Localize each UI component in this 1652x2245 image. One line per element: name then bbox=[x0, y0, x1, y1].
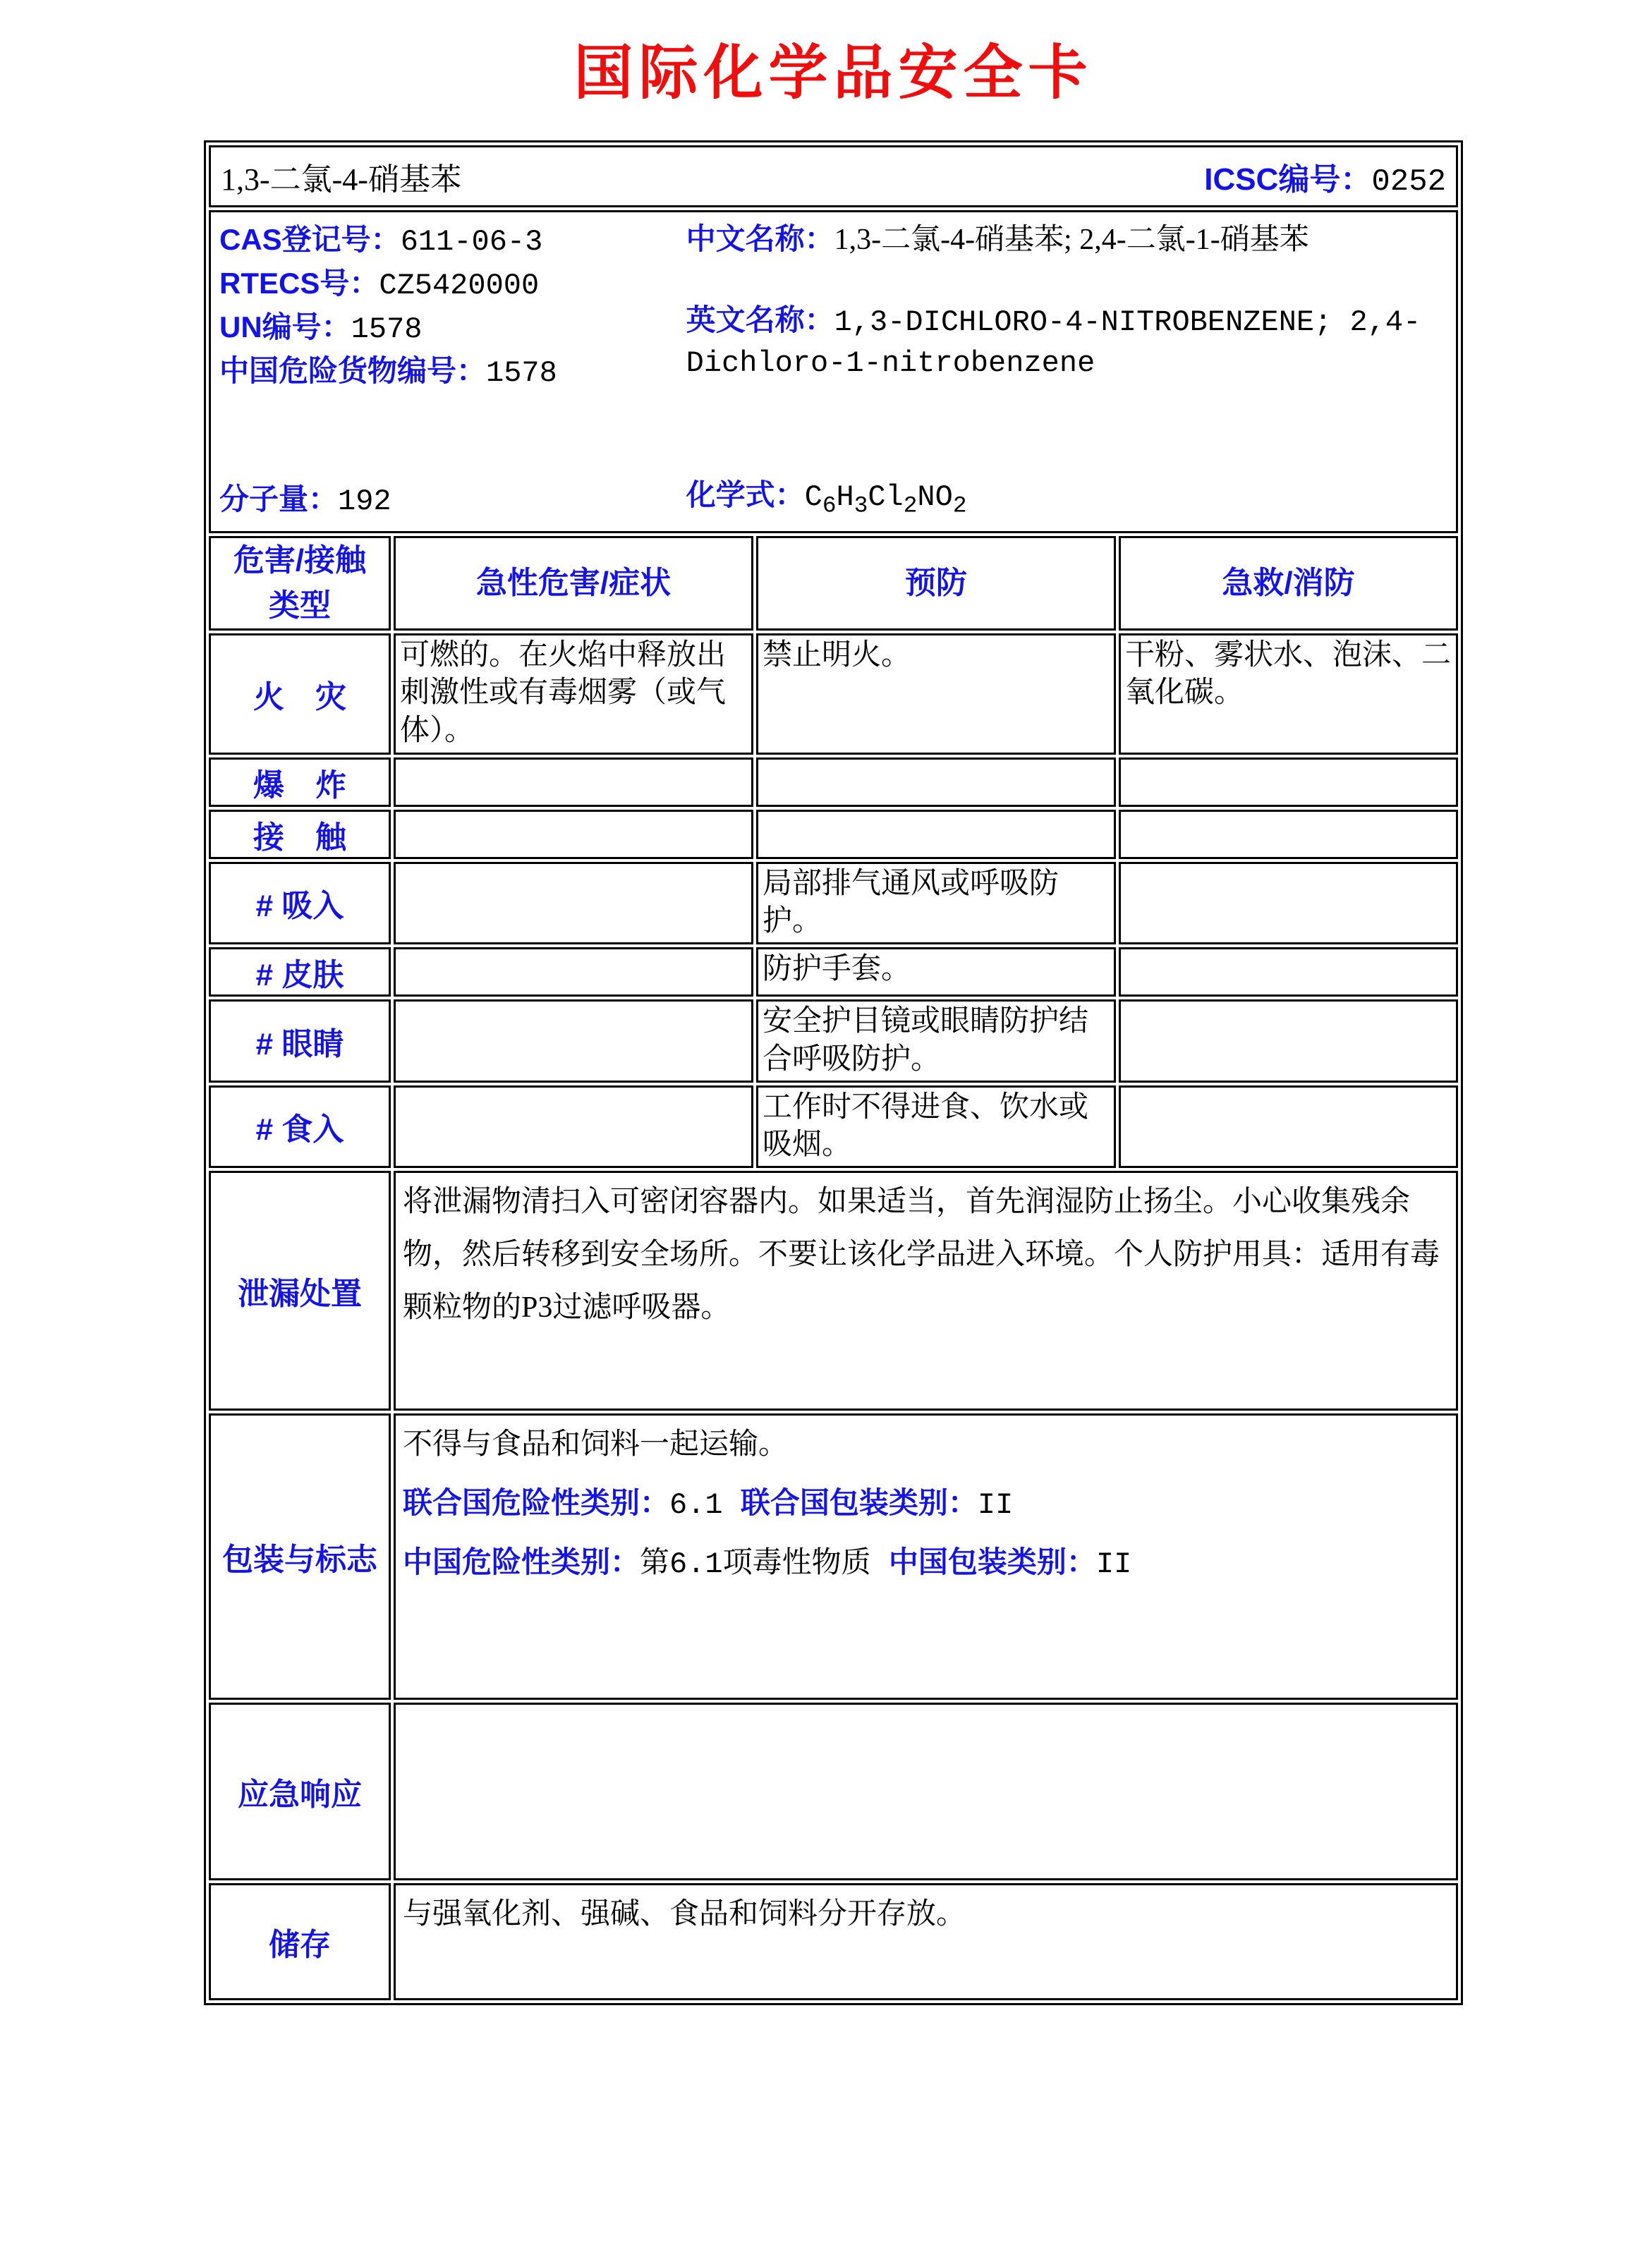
chemical-formula-value: $C_6H_3Cl_2NO_2$ bbox=[804, 480, 967, 518]
china-dg-value: 1578 bbox=[486, 355, 557, 390]
cas-number-line bbox=[219, 219, 686, 263]
section-row-storage bbox=[209, 1883, 1458, 2000]
packing-label: 包装与标志 bbox=[209, 1413, 391, 1700]
chemical-formula-label: 化学式： bbox=[686, 477, 805, 511]
ingestion-symptoms bbox=[394, 1085, 753, 1169]
contact-prevention bbox=[756, 810, 1116, 859]
english-name-label: 英文名称： bbox=[686, 303, 834, 337]
skin-label: # 皮肤 bbox=[209, 947, 391, 997]
chinese-name-line bbox=[686, 219, 1447, 260]
fire-label: 火 灾 bbox=[209, 633, 391, 755]
explosion-symptoms bbox=[394, 758, 753, 807]
rtecs-number-line bbox=[219, 263, 686, 307]
spillage-text: 将泄漏物清扫入可密闭容器内。如果适当，首先润湿防止扬尘。小心收集残余物，然后转移到安全场所。不要让该化学品进入环境。个人防护用具：适用有毒颗粒物的P3过滤呼吸器。 bbox=[394, 1171, 1458, 1411]
hazard-row-skin bbox=[209, 947, 1458, 997]
molecular-weight-line bbox=[219, 476, 686, 518]
icsc-number-field bbox=[1204, 154, 1446, 200]
chemical-formula-line bbox=[686, 472, 1447, 518]
safety-card-table bbox=[204, 140, 1463, 2005]
hazard-header-firstaid: 急救/消防 bbox=[1119, 536, 1458, 631]
contact-firefighting bbox=[1119, 810, 1458, 859]
cas-value: 611-06-3 bbox=[400, 225, 543, 259]
eyes-firefighting bbox=[1119, 999, 1458, 1083]
rtecs-value: CZ5420000 bbox=[379, 268, 540, 303]
cas-label: CAS登记号： bbox=[219, 223, 401, 256]
packing-text: 不得与食品和饲料一起运输。 联合国危险性类别：6.1 联合国包装类别：II 中国危险性类别：第6.1项毒性物质 中国包装类别：II bbox=[394, 1413, 1458, 1700]
eyes-label: # 眼睛 bbox=[209, 999, 391, 1083]
hazard-row-inhalation bbox=[209, 862, 1458, 945]
section-row-spillage bbox=[209, 1171, 1458, 1411]
spillage-label: 泄漏处置 bbox=[209, 1171, 391, 1411]
identifiers-row bbox=[209, 210, 1458, 533]
molecular-weight-value: 192 bbox=[338, 485, 391, 518]
emergency-text bbox=[394, 1703, 1458, 1880]
inhalation-prevention: 局部排气通风或呼吸防护。 bbox=[756, 862, 1116, 945]
contact-symptoms bbox=[394, 810, 753, 859]
inhalation-label: # 吸入 bbox=[209, 862, 391, 945]
icsc-label: ICSC编号： bbox=[1204, 162, 1372, 197]
hazard-row-explosion bbox=[209, 758, 1458, 807]
hazard-header-prevention: 预防 bbox=[756, 536, 1116, 631]
hazard-header-symptoms: 急性危害/症状 bbox=[394, 536, 753, 631]
hazard-row-contact bbox=[209, 810, 1458, 859]
fire-symptoms: 可燃的。在火焰中释放出刺激性或有毒烟雾（或气体）。 bbox=[394, 633, 753, 755]
header-row bbox=[209, 145, 1458, 207]
section-row-packing bbox=[209, 1413, 1458, 1700]
china-dg-number-line bbox=[219, 351, 686, 394]
skin-firefighting bbox=[1119, 947, 1458, 997]
explosion-prevention bbox=[756, 758, 1116, 807]
chinese-name-value: 1,3-二氯-4-硝基苯; 2,4-二氯-1-硝基苯 bbox=[834, 224, 1309, 256]
fire-firefighting: 干粉、雾状水、泡沫、二氧化碳。 bbox=[1119, 633, 1458, 755]
inhalation-symptoms bbox=[394, 862, 753, 945]
emergency-label: 应急响应 bbox=[209, 1703, 391, 1880]
molecular-weight-label: 分子量： bbox=[219, 482, 339, 516]
explosion-label: 爆 炸 bbox=[209, 758, 391, 807]
hazard-row-eyes bbox=[209, 999, 1458, 1083]
storage-label: 储存 bbox=[209, 1883, 391, 2000]
eyes-prevention: 安全护目镜或眼睛防护结合呼吸防护。 bbox=[756, 999, 1116, 1083]
un-value: 1578 bbox=[351, 312, 423, 346]
substance-names bbox=[686, 219, 1447, 472]
page-title: 国际化学品安全卡 bbox=[573, 41, 1093, 107]
un-number-line bbox=[219, 307, 686, 351]
contact-label: 接 触 bbox=[209, 810, 391, 859]
explosion-firefighting bbox=[1119, 758, 1458, 807]
eyes-symptoms bbox=[394, 999, 753, 1083]
registry-ids bbox=[219, 219, 686, 472]
hazard-header-type: 危害/接触类型 bbox=[209, 536, 391, 631]
ingestion-label: # 食入 bbox=[209, 1085, 391, 1169]
ingestion-prevention: 工作时不得进食、饮水或吸烟。 bbox=[756, 1085, 1116, 1169]
hazard-row-ingestion bbox=[209, 1085, 1458, 1169]
english-name-line bbox=[686, 300, 1447, 383]
fire-prevention: 禁止明火。 bbox=[756, 633, 1116, 755]
header-cell bbox=[209, 145, 1458, 207]
skin-symptoms bbox=[394, 947, 753, 997]
rtecs-label: RTECS号： bbox=[219, 266, 379, 300]
china-dg-label: 中国危险货物编号： bbox=[219, 353, 487, 387]
english-name-value: 1,3-DICHLORO-4-NITROBENZENE; 2,4-Dichloro-1-nitrobenzene bbox=[686, 305, 1421, 380]
identifiers-cell bbox=[209, 210, 1458, 533]
inhalation-firefighting bbox=[1119, 862, 1458, 945]
ingestion-firefighting bbox=[1119, 1085, 1458, 1169]
skin-prevention: 防护手套。 bbox=[756, 947, 1116, 997]
icsc-number: 0252 bbox=[1371, 164, 1447, 200]
section-row-emergency bbox=[209, 1703, 1458, 1880]
substance-name: 1,3-二氯-4-硝基苯 bbox=[221, 162, 461, 197]
chinese-name-label: 中文名称： bbox=[686, 222, 834, 255]
hazard-header-row bbox=[209, 536, 1458, 631]
storage-text: 与强氧化剂、强碱、食品和饲料分开存放。 bbox=[394, 1883, 1458, 2000]
un-label: UN编号： bbox=[219, 310, 351, 343]
hazard-row-fire bbox=[209, 633, 1458, 755]
